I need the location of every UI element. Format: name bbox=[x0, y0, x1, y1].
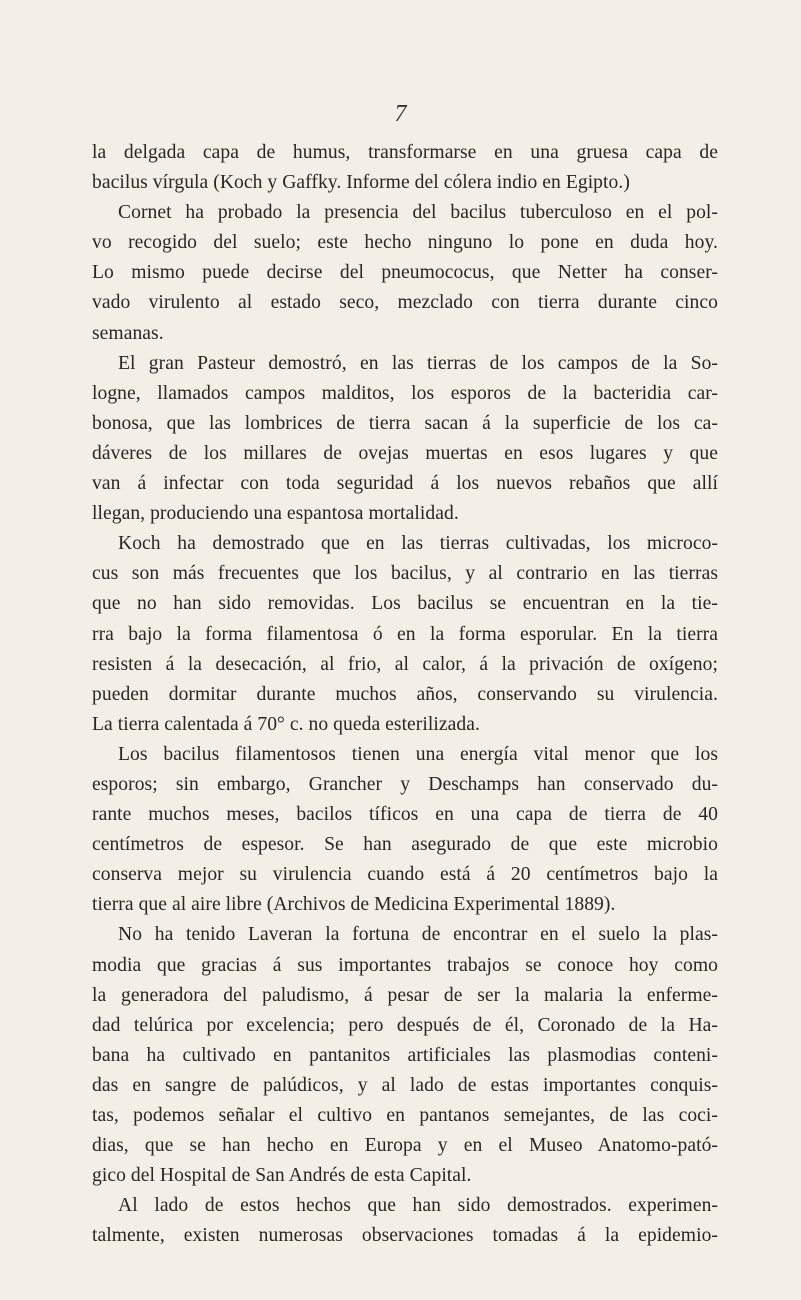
text-line: pueden dormitar durante muchos años, conservando su virulencia. bbox=[92, 683, 718, 705]
text-line: El gran Pasteur demostró, en las tierras de los campos de la So- bbox=[118, 352, 718, 374]
text-line: Lo mismo puede decirse del pneumococus, que Netter ha conser- bbox=[92, 262, 718, 284]
text-line: semanas. bbox=[92, 322, 164, 344]
text-line: dáveres de los millares de ovejas muertas en esos lugares y que bbox=[92, 442, 718, 464]
text-line: Los bacilus filamentosos tienen una energía vital menor que los bbox=[118, 743, 718, 765]
text-line: rra bajo la forma filamentosa ó en la forma esporular. En la tierra bbox=[92, 623, 718, 645]
text-line: tas, podemos señalar el cultivo en pantanos semejantes, de las coci- bbox=[92, 1105, 718, 1126]
text-line: La tierra calentada á 70° c. no queda esterilizada. bbox=[92, 713, 480, 735]
text-line: dias, que se han hecho en Europa y en el Museo Anatomo-pató- bbox=[92, 1135, 718, 1157]
text-line: bana ha cultivado en pantanitos artificiales las plasmodias conteni- bbox=[92, 1044, 718, 1066]
text-line: gico del Hospital de San Andrés de esta Capital. bbox=[92, 1165, 472, 1187]
page-number: 7 bbox=[394, 101, 407, 127]
text-line: resisten á la desecación, al frio, al calor, á la privación de oxígeno; bbox=[92, 653, 718, 675]
text-line: modia que gracias á sus importantes trabajos se conoce hoy como bbox=[92, 954, 718, 976]
text-line: la generadora del paludismo, á pesar de ser la malaria la enferme- bbox=[92, 984, 718, 1006]
text-line: bacilus vírgula (Koch y Gaffky. Informe del cólera indio en Egipto.) bbox=[92, 172, 630, 194]
text-line: esporos; sin embargo, Grancher y Deschamps han conservado du- bbox=[92, 773, 718, 795]
text-line: rante muchos meses, bacilos tíficos en una capa de tierra de 40 bbox=[92, 804, 718, 826]
text-line: que no han sido removidas. Los bacilus se encuentran en la tie- bbox=[92, 593, 718, 615]
text-line: van á infectar con toda seguridad á los nuevos rebaños que allí bbox=[92, 473, 718, 495]
text-line: bonosa, que las lombrices de tierra sacan á la superficie de los ca- bbox=[92, 412, 718, 434]
text-line: das en sangre de palúdicos, y al lado de estas importantes conquis- bbox=[92, 1074, 718, 1096]
text-line: No ha tenido Laveran la fortuna de encontrar en el suelo la plas- bbox=[118, 924, 718, 946]
text-line: Cornet ha probado la presencia del bacilus tuberculoso en el pol- bbox=[118, 202, 718, 224]
text-line: centímetros de espesor. Se han asegurado de que este microbio bbox=[92, 834, 718, 856]
text-line: Al lado de estos hechos que han sido demostrados. experimen- bbox=[118, 1195, 718, 1217]
text-line: logne, llamados campos malditos, los esporos de la bacteridia car- bbox=[92, 382, 718, 404]
text-line: tierra que al aire libre (Archivos de Medicina Experimental 1889). bbox=[92, 894, 616, 916]
body-text bbox=[92, 138, 718, 1251]
text-line: la delgada capa de humus, transformarse en una gruesa capa de bbox=[92, 142, 718, 163]
text-line: Koch ha demostrado que en las tierras cultivadas, los microco- bbox=[118, 533, 718, 555]
text-line: vo recogido del suelo; este hecho ninguno lo pone en duda hoy. bbox=[92, 232, 718, 254]
text-line: talmente, existen numerosas observaciones tomadas á la epidemio- bbox=[92, 1225, 718, 1247]
text-line: dad telúrica por excelencia; pero después de él, Coronado de la Ha- bbox=[92, 1014, 718, 1036]
text-line: vado virulento al estado seco, mezclado con tierra durante cinco bbox=[92, 292, 718, 314]
text-line: conserva mejor su virulencia cuando está á 20 centímetros bajo la bbox=[92, 864, 718, 886]
text-line: cus son más frecuentes que los bacilus, y al contrario en las tierras bbox=[92, 563, 718, 585]
text-line: llegan, produciendo una espantosa mortalidad. bbox=[92, 503, 459, 525]
